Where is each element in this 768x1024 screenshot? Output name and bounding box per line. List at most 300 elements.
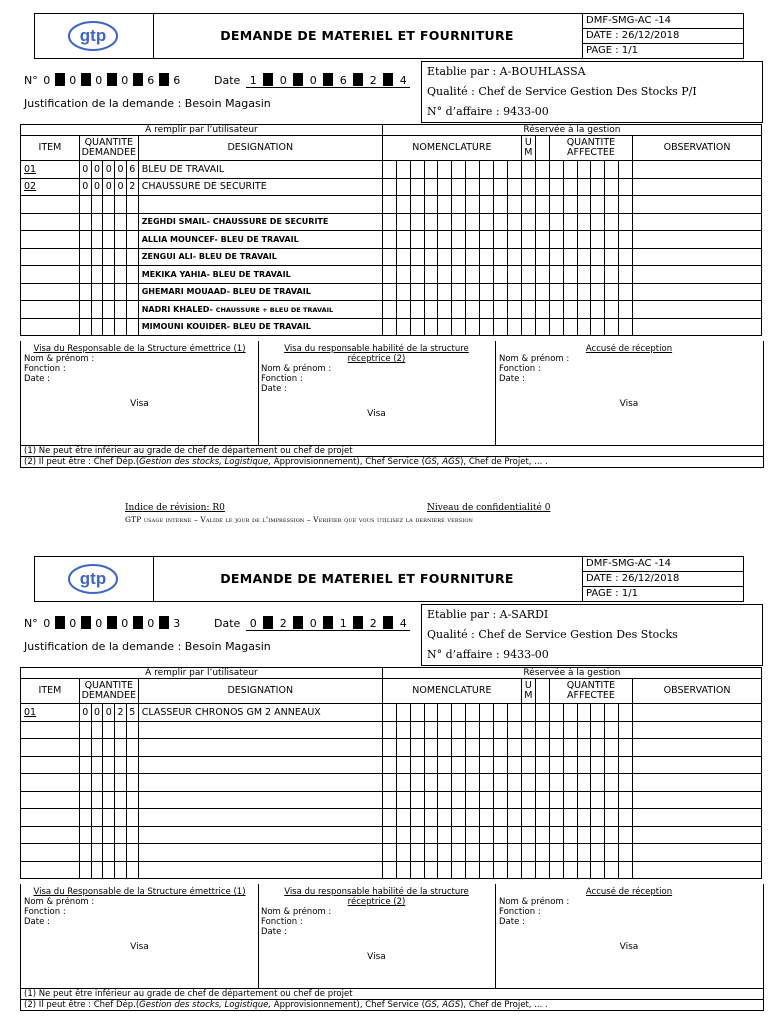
table-row [21, 774, 762, 792]
gestion-cell [549, 721, 563, 739]
gestion-cell [424, 844, 438, 862]
gestion-cell [410, 739, 424, 757]
table-row [21, 739, 762, 757]
numero-affaire: N° d’affaire : 9433-00 [427, 648, 549, 661]
qty-digit-cell [115, 196, 127, 214]
qty-digit-cell [126, 248, 138, 266]
gestion-cell [494, 826, 508, 844]
digit-separator [81, 73, 91, 86]
item-cell [21, 756, 80, 774]
gestion-cell [605, 809, 619, 827]
col-quantite-affectee [549, 136, 632, 161]
gestion-cell [563, 756, 577, 774]
gestion-cell [466, 774, 480, 792]
item-cell [21, 861, 80, 879]
qty-digit-cell: 5 [126, 704, 138, 722]
gestion-cell [549, 196, 563, 214]
gestion-cell [577, 756, 591, 774]
qd-line1: QUANTITE [84, 680, 134, 691]
item-cell [21, 774, 80, 792]
qty-digit-cell: 0 [79, 161, 91, 179]
col-spacer [535, 679, 549, 704]
gestion-cell [563, 318, 577, 336]
gestion-cell [535, 756, 549, 774]
issuer-block [421, 604, 763, 666]
etablie-par: Etablie par : A-SARDI [427, 608, 549, 621]
qty-digit-cell [115, 826, 127, 844]
visa-field-nom: Nom & prénom : [499, 354, 570, 364]
gestion-cell [521, 774, 535, 792]
table-row [21, 161, 762, 179]
gestion-cell [424, 283, 438, 301]
qty-digit-cell [91, 283, 103, 301]
gestion-cell [424, 213, 438, 231]
gestion-cell [452, 266, 466, 284]
designation-cell [138, 861, 382, 879]
qty-digit-cell [103, 861, 115, 879]
observation-cell [633, 721, 762, 739]
column-header-row [21, 679, 762, 704]
gestion-cell [480, 231, 494, 249]
gestion-cell [605, 161, 619, 179]
gestion-cell [452, 301, 466, 319]
qty-digit-cell [126, 231, 138, 249]
gestion-cell [396, 266, 410, 284]
gestion-cell [382, 774, 396, 792]
numero-label: N° [24, 617, 38, 630]
numero-label: N° [24, 74, 38, 87]
gestion-cell [508, 826, 522, 844]
gestion-cell [424, 721, 438, 739]
qa-line1: QUANTITE [566, 680, 616, 691]
qty-digit-cell [126, 809, 138, 827]
gestion-cell [494, 791, 508, 809]
gestion-cell [508, 791, 522, 809]
gestion-cell [521, 283, 535, 301]
gestion-cell [508, 756, 522, 774]
gestion-cell [494, 318, 508, 336]
column-header-row [21, 136, 762, 161]
gestion-cell [396, 231, 410, 249]
gestion-cell [480, 248, 494, 266]
gestion-cell [605, 231, 619, 249]
table-row [21, 721, 762, 739]
gestion-cell [577, 844, 591, 862]
gestion-cell [452, 721, 466, 739]
qty-digit-cell [91, 721, 103, 739]
gestion-cell [494, 809, 508, 827]
accuse-reception [496, 884, 762, 988]
footnotes [20, 988, 764, 1011]
visa-emettrice-title: Visa du Responsable de la Structure émettrice (1) [33, 344, 246, 354]
digit-separator [323, 73, 333, 86]
visa-label: Visa [619, 942, 639, 952]
designation-cell [138, 178, 382, 196]
designation-text: ZEGHDI SMAIL- CHAUSSURE DE SECURITE [141, 217, 329, 227]
numero-affaire: N° d’affaire : 9433-00 [427, 105, 549, 118]
gestion-cell [605, 826, 619, 844]
gestion-cell [605, 739, 619, 757]
reference-block [583, 556, 744, 602]
gestion-cell [577, 721, 591, 739]
gestion-cell [605, 721, 619, 739]
qty-digit-cell [79, 266, 91, 284]
gestion-cell [452, 196, 466, 214]
gestion-cell [410, 301, 424, 319]
gestion-cell [549, 283, 563, 301]
gestion-cell [605, 318, 619, 336]
visa-field-date: Date : [261, 927, 287, 937]
accuse-title: Accusé de réception [585, 344, 673, 354]
gestion-cell [535, 826, 549, 844]
designation-cell [138, 721, 382, 739]
designation-text: ZENGUI ALI- BLEU DE TRAVAIL [141, 252, 277, 262]
observation-cell [633, 248, 762, 266]
qty-digit-cell [79, 283, 91, 301]
observation-cell [633, 826, 762, 844]
designation-text: CHAUSSURE DE SECURITE [141, 181, 267, 193]
item-cell [21, 248, 80, 266]
gestion-cell [466, 756, 480, 774]
designation-text: GHEMARI MOUAAD- BLEU DE TRAVAIL [141, 287, 311, 297]
date-digit: 0 [309, 617, 317, 630]
table-row [21, 248, 762, 266]
col-item: ITEM [21, 136, 80, 161]
qty-digit-cell [126, 774, 138, 792]
gestion-cell [480, 266, 494, 284]
gestion-cell [466, 739, 480, 757]
qty-digit-cell [79, 213, 91, 231]
designation-text: CLASSEUR CHRONOS GM 2 ANNEAUX [141, 706, 321, 718]
gestion-cell [563, 196, 577, 214]
table-row [21, 283, 762, 301]
date-label: Date [214, 74, 241, 87]
gestion-cell [605, 844, 619, 862]
gestion-cell [619, 178, 633, 196]
col-quantite-affectee [549, 679, 632, 704]
item-cell [21, 318, 80, 336]
gestion-cell [424, 248, 438, 266]
gestion-cell [396, 161, 410, 179]
qty-digit-cell [91, 301, 103, 319]
digit-separator [55, 73, 65, 86]
qty-digit-cell [115, 283, 127, 301]
gestion-cell [410, 318, 424, 336]
gestion-cell [396, 178, 410, 196]
gestion-cell [549, 161, 563, 179]
note-2-c: Approvisionnement), Chef Service ( [271, 457, 425, 467]
qualite: Qualité : Chef de Service Gestion Des Stocks P/I [427, 85, 697, 98]
designation-cell [138, 704, 382, 722]
gestion-cell [535, 161, 549, 179]
date-digits [246, 616, 410, 631]
gestion-cell [480, 704, 494, 722]
qty-digit-cell [115, 248, 127, 266]
col-designation: DESIGNATION [138, 679, 382, 704]
qty-digit-cell: 0 [115, 161, 127, 179]
gestion-cell [605, 213, 619, 231]
col-um [521, 136, 535, 161]
visa-field-date: Date : [24, 917, 50, 927]
qty-digit-cell [91, 318, 103, 336]
qty-digit-cell [91, 861, 103, 879]
gestion-cell [521, 704, 535, 722]
qty-digit-cell [126, 756, 138, 774]
gestion-cell [591, 318, 605, 336]
gestion-cell [591, 721, 605, 739]
gestion-cell [508, 213, 522, 231]
gestion-cell [452, 704, 466, 722]
gestion-cell [577, 283, 591, 301]
qty-digit-cell [126, 266, 138, 284]
gestion-cell [563, 809, 577, 827]
table-row [21, 231, 762, 249]
visa-field-fonction: Fonction : [24, 907, 66, 917]
qty-digit-cell [115, 266, 127, 284]
gestion-cell [480, 739, 494, 757]
gestion-cell [619, 301, 633, 319]
numero-digit: 0 [147, 617, 155, 630]
date-digit: 2 [279, 617, 287, 630]
qty-digit-cell [115, 301, 127, 319]
gestion-cell [619, 196, 633, 214]
note-2-e: ), Chef de Projet, ... . [460, 1000, 548, 1010]
gestion-cell [508, 248, 522, 266]
gestion-cell [494, 301, 508, 319]
item-cell [21, 231, 80, 249]
gestion-cell [410, 161, 424, 179]
gestion-cell [577, 266, 591, 284]
col-nomenclature: NOMENCLATURE [382, 136, 521, 161]
gestion-cell [563, 791, 577, 809]
visa-label: Visa [619, 399, 639, 409]
qty-digit-cell [115, 721, 127, 739]
qty-digit-cell [115, 809, 127, 827]
qty-digit-cell [103, 248, 115, 266]
visa-field-nom: Nom & prénom : [499, 897, 570, 907]
gestion-cell [452, 161, 466, 179]
gestion-cell [410, 266, 424, 284]
item-cell [21, 721, 80, 739]
gestion-cell [619, 248, 633, 266]
gestion-cell [577, 791, 591, 809]
qty-digit-cell [79, 791, 91, 809]
qty-digit-cell [115, 756, 127, 774]
numero-digit: 6 [147, 74, 155, 87]
gestion-cell [549, 178, 563, 196]
qty-digit-cell [103, 809, 115, 827]
note-2-a: (2) Il peut être : Chef Dép.( [24, 457, 140, 467]
gestion-cell [521, 861, 535, 879]
doc-reference: DMF-SMG-AC -14 [583, 14, 743, 29]
gestion-cell [577, 161, 591, 179]
visa-emettrice [21, 341, 259, 445]
gestion-cell [438, 248, 452, 266]
gestion-cell [494, 774, 508, 792]
gestion-cell [591, 809, 605, 827]
gestion-cell [577, 301, 591, 319]
qa-line2: AFFECTEE [567, 690, 615, 701]
reference-block [583, 13, 744, 59]
gestion-cell [466, 283, 480, 301]
gestion-cell [494, 213, 508, 231]
gestion-cell [410, 844, 424, 862]
gestion-cell [591, 301, 605, 319]
doc-reference: DMF-SMG-AC -14 [583, 557, 743, 572]
gestion-cell [535, 283, 549, 301]
gestion-cell [466, 318, 480, 336]
qty-digit-cell: 2 [115, 704, 127, 722]
note-1: (1) Ne peut être inférieur au grade de chef de département ou chef de projet [24, 989, 353, 999]
gestion-cell [494, 161, 508, 179]
gestion-cell [438, 809, 452, 827]
gestion-cell [521, 809, 535, 827]
gestion-cell [494, 248, 508, 266]
numero-digit: 0 [43, 74, 51, 87]
qty-digit-cell [79, 248, 91, 266]
qty-digit-cell [115, 739, 127, 757]
item-cell: 01 [21, 704, 80, 722]
observation-cell [633, 266, 762, 284]
table-row [21, 213, 762, 231]
gestion-cell [591, 826, 605, 844]
gestion-cell [605, 861, 619, 879]
gestion-cell [521, 301, 535, 319]
gestion-cell [619, 774, 633, 792]
gestion-cell [452, 178, 466, 196]
qty-digit-cell [79, 756, 91, 774]
gestion-cell [521, 756, 535, 774]
user-section-label: A remplir par l’utilisateur [21, 668, 383, 679]
company-logo [34, 13, 154, 59]
gestion-cell [410, 196, 424, 214]
gestion-cell [410, 756, 424, 774]
gestion-cell [466, 704, 480, 722]
gestion-cell [549, 248, 563, 266]
gestion-cell [591, 196, 605, 214]
gestion-cell [521, 266, 535, 284]
gestion-cell [382, 704, 396, 722]
gestion-cell [438, 196, 452, 214]
gestion-cell [563, 739, 577, 757]
gestion-cell [382, 301, 396, 319]
gestion-cell [466, 809, 480, 827]
visa-block [20, 341, 764, 446]
gestion-cell [424, 774, 438, 792]
digit-separator [293, 616, 303, 629]
qty-digit-cell [91, 196, 103, 214]
gestion-cell [619, 739, 633, 757]
digit-separator [133, 73, 143, 86]
designation-small-text: CHAUSSURE + BLEU DE TRAVAIL [215, 305, 334, 314]
item-cell [21, 266, 80, 284]
visa-label: Visa [367, 952, 386, 962]
designation-cell [138, 283, 382, 301]
gestion-cell [619, 809, 633, 827]
qty-digit-cell [103, 844, 115, 862]
gestion-cell [382, 861, 396, 879]
visa-receptrice [258, 884, 496, 988]
observation-cell [633, 318, 762, 336]
visa-emettrice-title: Visa du Responsable de la Structure émettrice (1) [33, 887, 246, 897]
gestion-cell [382, 196, 396, 214]
gestion-cell [619, 161, 633, 179]
item-cell [21, 739, 80, 757]
doc-date: DATE : 26/12/2018 [583, 572, 743, 587]
gestion-cell [466, 178, 480, 196]
table-row [21, 178, 762, 196]
gestion-cell [619, 231, 633, 249]
numero-digit: 0 [69, 617, 77, 630]
gestion-cell [619, 704, 633, 722]
gestion-cell [521, 178, 535, 196]
qty-digit-cell: 0 [91, 161, 103, 179]
note-2-e: ), Chef de Projet, ... . [460, 457, 548, 467]
table-row [21, 826, 762, 844]
qty-digit-cell [79, 809, 91, 827]
qty-digit-cell [115, 318, 127, 336]
gestion-cell [535, 196, 549, 214]
request-number-line [24, 73, 182, 87]
gestion-cell [396, 826, 410, 844]
qty-digit-cell [79, 301, 91, 319]
gestion-cell [591, 161, 605, 179]
gestion-cell [508, 161, 522, 179]
gestion-cell [535, 739, 549, 757]
designation-text: NADRI KHALED- [141, 304, 216, 314]
visa-field-nom: Nom & prénom : [261, 907, 332, 917]
gestion-cell [382, 231, 396, 249]
gestion-cell [535, 809, 549, 827]
gestion-cell [619, 861, 633, 879]
gestion-cell [494, 283, 508, 301]
qty-digit-cell [79, 231, 91, 249]
qd-line2: DEMANDEE [81, 147, 137, 158]
item-cell [21, 809, 80, 827]
visa-receptrice-title-2: réceptrice (2) [347, 354, 406, 364]
numero-digit: 0 [69, 74, 77, 87]
designation-cell [138, 318, 382, 336]
gestion-cell [466, 213, 480, 231]
gestion-cell [591, 266, 605, 284]
gestion-cell [605, 248, 619, 266]
gestion-cell [605, 756, 619, 774]
digit-separator [263, 616, 273, 629]
items-table [20, 667, 762, 879]
gestion-cell [424, 704, 438, 722]
gestion-cell [591, 774, 605, 792]
gestion-cell [549, 739, 563, 757]
gestion-cell [605, 791, 619, 809]
date-digit: 0 [279, 74, 287, 87]
request-number-line [24, 616, 182, 630]
visa-field-fonction: Fonction : [24, 364, 66, 374]
gestion-cell [382, 739, 396, 757]
gestion-cell [605, 704, 619, 722]
gestion-cell [549, 826, 563, 844]
note-2-a: (2) Il peut être : Chef Dép.( [24, 1000, 140, 1010]
qty-digit-cell [126, 739, 138, 757]
gestion-cell [424, 756, 438, 774]
gestion-cell [591, 739, 605, 757]
gestion-cell [591, 248, 605, 266]
gestion-cell [549, 301, 563, 319]
col-observation: OBSERVATION [633, 679, 762, 704]
gestion-cell [424, 301, 438, 319]
gestion-cell [563, 301, 577, 319]
gestion-cell [424, 196, 438, 214]
observation-cell [633, 231, 762, 249]
